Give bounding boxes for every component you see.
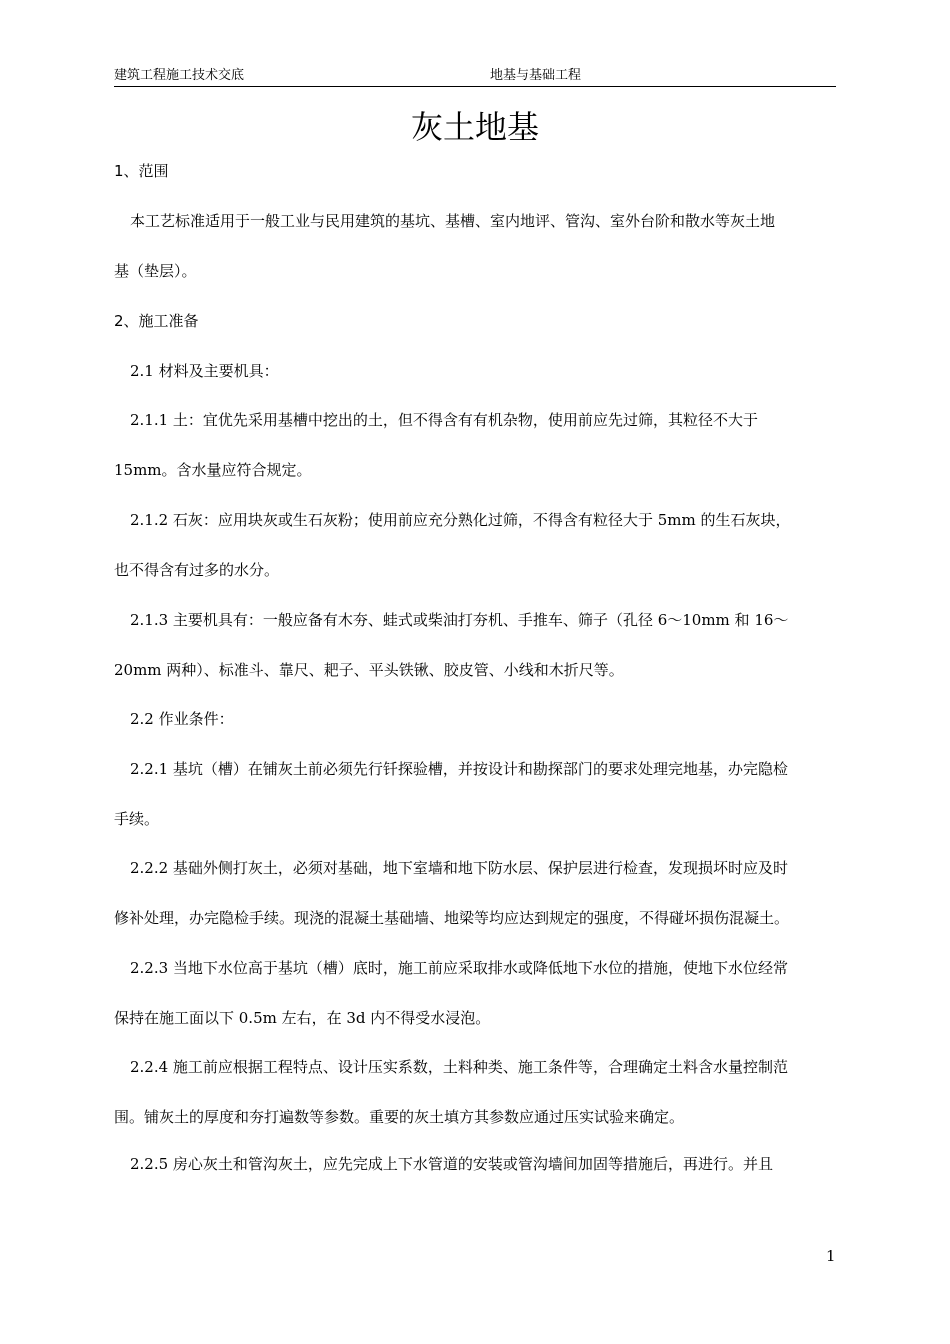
section-heading-preparation: 2、施工准备 (114, 312, 199, 330)
paragraph-scope (114, 196, 836, 296)
header-center: 地基与基础工程 (490, 68, 582, 83)
header-left: 建筑工程施工技术交底 (114, 68, 245, 83)
paragraph-line: 2.2.4 施工前应根据工程特点、设计压实系数，土料种类、施工条件等，合理确定土料含水量控制范 (130, 1058, 788, 1076)
paragraph-line: 修补处理，办完隐检手续。现浇的混凝土基础墙、地梁等均应达到规定的强度，不得碰坏损伤混凝土。 (114, 909, 790, 927)
paragraph-2-2-3 (114, 943, 836, 1043)
paragraph-line: 手续。 (114, 810, 160, 828)
paragraph-line: 也不得含有过多的水分。 (114, 561, 280, 579)
paragraph-line: 2.1.2 石灰：应用块灰或生石灰粉；使用前应充分熟化过筛，不得含有粒径大于 5mm 的生石灰块， (130, 511, 791, 529)
paragraph-line: 15mm。含水量应符合规定。 (114, 461, 312, 479)
paragraph-2-2-5 (114, 1139, 836, 1189)
paragraph-2-1-3 (114, 595, 836, 695)
paragraph-2-1 (114, 346, 836, 396)
paragraph-2-2 (114, 694, 836, 744)
paragraph-line: 2.2.1 基坑（槽）在铺灰土前必须先行钎探验槽，并按设计和勘探部门的要求处理完地基，办完隐检 (130, 760, 788, 778)
paragraph-line: 2.2 作业条件： (130, 710, 234, 728)
paragraph-2-1-2 (114, 495, 836, 595)
paragraph-line: 本工艺标准适用于一般工业与民用建筑的基坑、基槽、室内地评、管沟、室外台阶和散水等灰土地 (130, 212, 776, 230)
paragraph-2-2-1 (114, 744, 836, 844)
paragraph-line: 2.2.5 房心灰土和管沟灰土，应先完成上下水管道的安装或管沟墙间加固等措施后，再进行。并且 (130, 1155, 773, 1173)
paragraph-line: 2.1 材料及主要机具： (130, 362, 279, 380)
document-title: 灰土地基 (410, 108, 539, 146)
paragraph-line: 2.2.3 当地下水位高于基坑（槽）底时，施工前应采取排水或降低地下水位的措施，使地下水位经常 (130, 959, 788, 977)
paragraph-line: 20mm 两种）、标准斗、靠尺、耙子、平头铁锹、胶皮管、小线和木折尺等。 (114, 661, 624, 679)
paragraph-line: 基（垫层）。 (114, 262, 197, 280)
paragraph-line: 保持在施工面以下 0.5m 左右，在 3d 内不得受水浸泡。 (114, 1009, 491, 1027)
paragraph-line: 围。铺灰土的厚度和夯打遍数等参数。重要的灰土填方其参数应通过压实试验来确定。 (114, 1108, 685, 1126)
paragraph-line: 2.1.1 土：宜优先采用基槽中挖出的土，但不得含有有机杂物，使用前应先过筛，其粒径不大于 (130, 411, 758, 429)
paragraph-2-2-4 (114, 1042, 836, 1142)
paragraph-2-1-1 (114, 395, 836, 495)
page-header (114, 66, 836, 87)
page-number: 1 (826, 1247, 836, 1265)
paragraph-line: 2.1.3 主要机具有：一般应备有木夯、蛙式或柴油打夯机、手推车、筛子（孔径 6～10mm 和 16～ (130, 611, 789, 629)
paragraph-line: 2.2.2 基础外侧打灰土，必须对基础，地下室墙和地下防水层、保护层进行检查，发现损坏时应及时 (130, 859, 788, 877)
section-heading-scope: 1、范围 (114, 162, 169, 180)
paragraph-2-2-2 (114, 843, 836, 943)
